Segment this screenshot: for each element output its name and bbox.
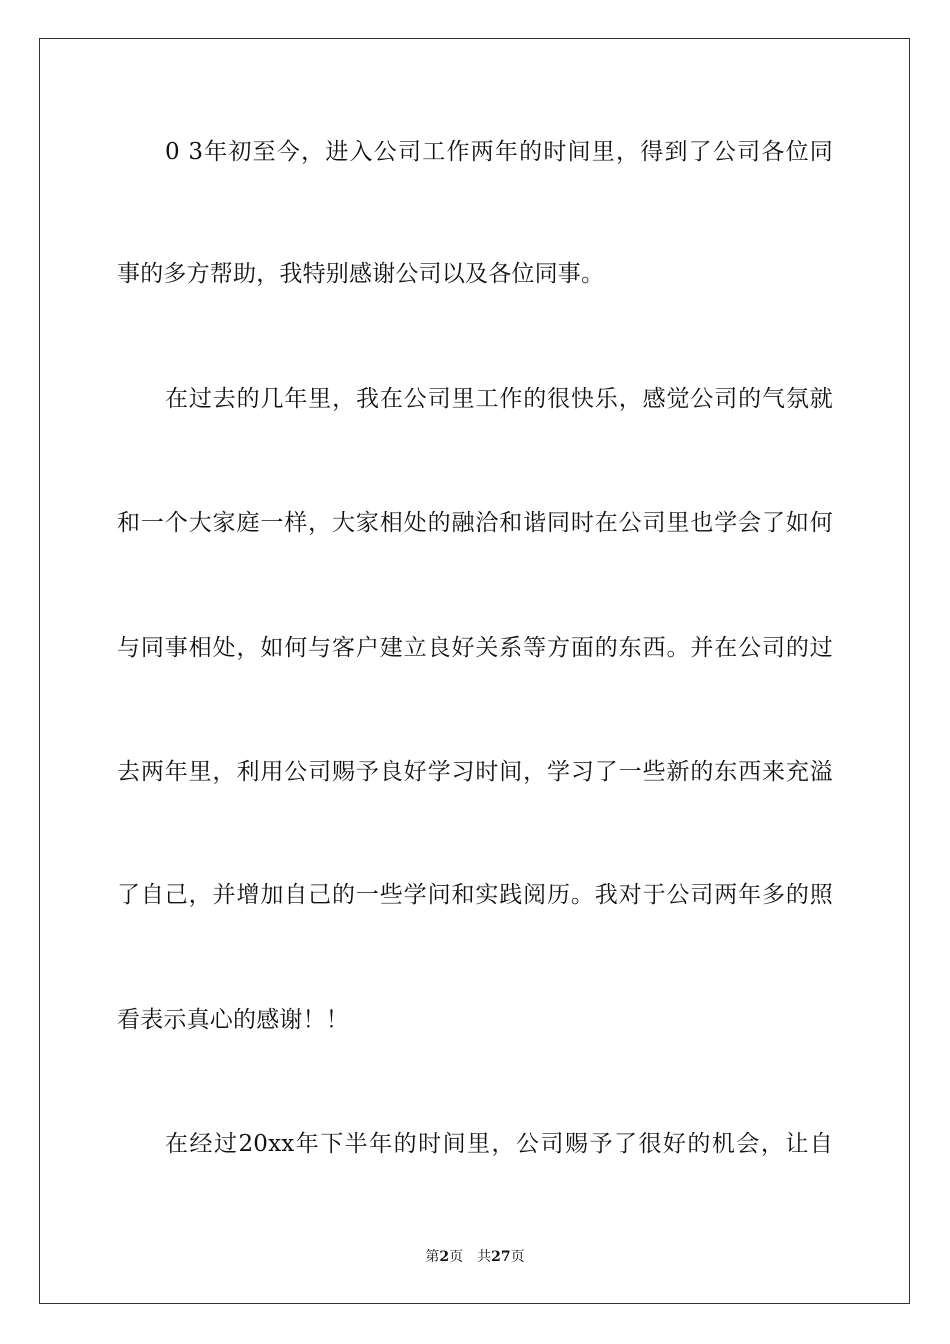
page-number: 2: [439, 1249, 450, 1265]
paragraph-2-line-3: 与同事相处，如何与客户建立良好关系等方面的东西。并在公司的过: [117, 635, 833, 661]
total-suffix: 页: [510, 1249, 525, 1265]
paragraph-1-line-2: 事的多方帮助，我特别感谢公司以及各位同事。: [117, 261, 605, 287]
paragraph-1-line-1: 0 3年初至今，进入公司工作两年的时间里，得到了公司各位同: [165, 139, 833, 165]
page-prefix: 第: [425, 1249, 440, 1265]
paragraph-3-line-1: 在经过20xx年下半年的时间里，公司赐予了很好的机会，让自: [165, 1131, 833, 1157]
page-suffix: 页: [449, 1249, 464, 1265]
paragraph-2-line-2: 和一个大家庭一样，大家相处的融洽和谐同时在公司里也学会了如何: [117, 510, 833, 536]
paragraph-2-line-5: 了自己，并增加自己的一些学问和实践阅历。我对于公司两年多的照: [117, 882, 833, 908]
total-prefix: 共: [477, 1249, 492, 1265]
paragraph-2-line-1: 在过去的几年里，我在公司里工作的很快乐，感觉公司的气氛就: [165, 386, 833, 412]
page-border: [39, 38, 910, 1304]
total-pages: 27: [491, 1249, 511, 1265]
paragraph-2-line-4: 去两年里，利用公司赐予良好学习时间，学习了一些新的东西来充溢: [117, 759, 833, 785]
paragraph-2-line-6: 看表示真心的感谢！！: [117, 1007, 349, 1033]
page-footer: [0, 1247, 950, 1267]
